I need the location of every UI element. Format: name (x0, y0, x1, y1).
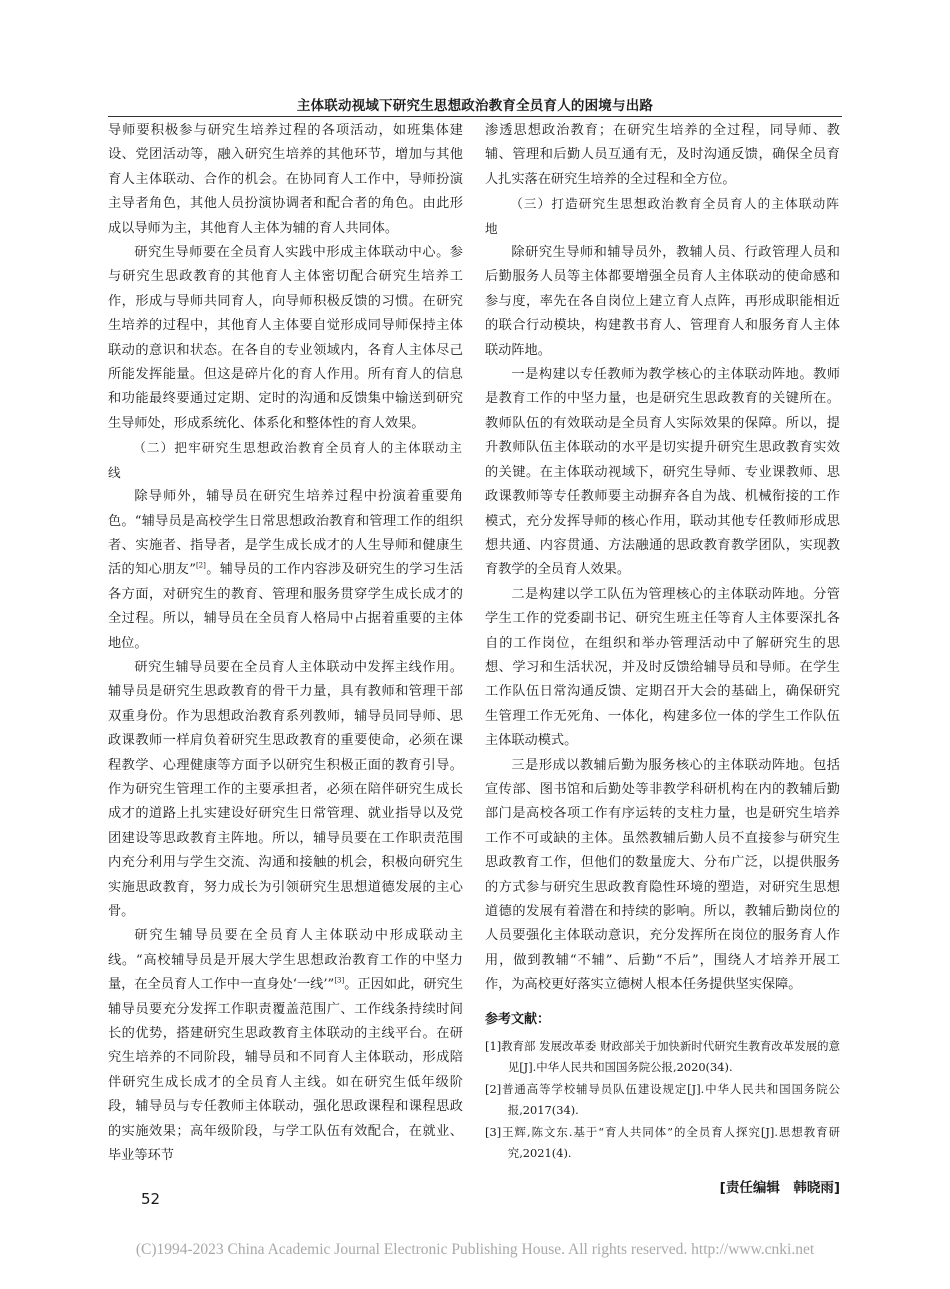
left-paragraph-5 (108, 924, 463, 1168)
left-paragraph-3-text-a: 除导师外，辅导员在研究生培养过程中扮演着重要角色。“辅导员是高校学生日常思想政治教育和管理工作的组织者、实施者、指导者，是学生成长成才的人生导师和健康生活的知心朋友” (108, 489, 463, 578)
left-paragraph-5-text-a: 研究生辅导员要在全员育人主体联动中形成联动主线。“高校辅导员是开展大学生思想政治教育工作的中坚力量，在全员育人工作中一直身处‘一线’” (108, 928, 463, 993)
citation-3: [3] (334, 976, 345, 985)
left-column (108, 119, 463, 1168)
reference-item: [3]王辉,陈文东.基于“育人共同体”的全员育人探究[J].思想教育研究,2021(4). (485, 1125, 840, 1161)
copyright-footer: (C)1994-2023 China Academic Journal Electronic Publishing House. All rights reserved. http://www.cnki.net (135, 1241, 815, 1258)
left-paragraph-3 (108, 485, 463, 656)
left-paragraph-3-text-b: 。辅导员的工作内容涉及研究生的学习生活各方面，对研究生的教育、管理和服务贯穿学生成长成才的全过程。所以，辅导员在全员育人格局中占据着重要的主体地位。 (108, 562, 464, 651)
right-paragraph-1: 渗透思想政治教育；在研究生培养的全过程，同导师、教辅、管理和后勤人员互通有无，及时沟通反馈，确保全员育人扎实落在研究生培养的全过程和全方位。 (485, 123, 840, 187)
page-title: 主体联动视域下研究生思想政治教育全员育人的困境与出路 (296, 98, 654, 114)
citation-2: [2] (195, 561, 206, 570)
reference-item: [2]普通高等学校辅导员队伍建设规定[J].中华人民共和国国务院公报,2017(34). (485, 1082, 840, 1118)
left-paragraph-4: 研究生辅导员要在全员育人主体联动中发挥主线作用。辅导员是研究生思政教育的骨干力量，具有教师和管理干部双重身份。作为思想政治教育系列教师，辅导员同导师、思政课教师一样肩负着研究生思政教育的重要使命，必须在课程教学、心理健康等方面予以研究生积极正面的教育引导。作为研究生管理工作的主要承担者，必须在陪伴研究生成长成才的道路上扎实建设好研究生日常管理、就业指导以及党团建设等思政教育主阵地。所以，辅导员要在工作职责范围内充分利用与学生交流、沟通和接触的机会，积极向研究生实施思政教育，努力成长为引领研究生思想道德发展的主心骨。 (108, 659, 463, 919)
right-paragraph-5: 三是形成以教辅后勤为服务核心的主体联动阵地。包括宣传部、图书馆和后勤处等非教学科研机构在内的教辅后勤部门是高校各项工作有序运转的支柱力量，也是研究生培养工作不可或缺的主体。虽然教辅后勤人员不直接参与研究生思政教育工作，但他们的数量庞大、分布广泛，以提供服务的方式参与研究生思政教育隐性环境的塑造，对研究生思想道德的发展有着潜在和持续的影响。所以，教辅后勤岗位的人员要强化主体联动意识，充分发挥所在岗位的服务育人作用，做到教辅“不辅”、后勤“不后”，围绕人才培养开展工作，为高校更好落实立德树人根本任务提供坚实保障。 (485, 757, 840, 993)
section-heading-3: （三）打造研究生思想政治教育全员育人的主体联动阵地 (485, 196, 840, 236)
references-title: 参考文献： (485, 1011, 551, 1027)
right-paragraph-3: 一是构建以专任教师为教学核心的主体联动阵地。教师是教育工作的中坚力量，也是研究生思政教育的关键所在。教师队伍的有效联动是全员育人实际效果的保障。所以，提升教师队伍主体联动的水平是切实提升研究生思政教育实效的关键。在主体联动视域下，研究生导师、专业课教师、思政课教师等专任教师要主动摒弃各自为战、机械衔接的工作模式，充分发挥导师的核心作用，联动其他专任教师形成思想共通、内容贯通、方法融通的思政教育教学团队，实现教育教学的全员育人效果。 (485, 367, 840, 578)
right-paragraph-4: 二是构建以学工队伍为管理核心的主体联动阵地。分管学生工作的党委副书记、研究生班主任等育人主体要深扎各自的工作岗位，在组织和举办管理活动中了解研究生的思想、学习和生活状况，并及时反馈给辅导员和导师。在学生工作队伍日常沟通反馈、定期召开大会的基础上，确保研究生管理工作无死角、一体化，构建多位一体的学生工作队伍主体联动模式。 (485, 586, 840, 749)
editor-credit: [责任编辑 韩晓雨] (719, 1180, 840, 1197)
right-column (485, 119, 840, 1200)
reference-item: [1]教育部 发展改革委 财政部关于加快新时代研究生教育改革发展的意见[J].中华人民共和国国务院公报,2020(34). (485, 1039, 840, 1075)
section-heading-2: （二）把牢研究生思想政治教育全员育人的主体联动主线 (108, 440, 463, 480)
right-paragraph-2: 除研究生导师和辅导员外，教辅人员、行政管理人员和后勤服务人员等主体都要增强全员育人主体联动的使命感和参与度，率先在各自岗位上建立育人点阵，再形成职能相近的联合行动模块，构建教书育人、管理育人和服务育人主体联动阵地。 (485, 245, 840, 358)
left-paragraph-2: 研究生导师要在全员育人实践中形成主体联动中心。参与研究生思政教育的其他育人主体密切配合研究生培养工作，形成与导师共同育人，向导师积极反馈的习惯。在研究生培养的过程中，其他育人主体要自觉形成同导师保持主体联动的意识和状态。在各自的专业领域内，各育人主体尽己所能发挥能量。但这是碎片化的育人作用。所有育人的信息和功能最终要通过定期、定时的沟通和反馈集中输送到研究生导师处，形成系统化、体系化和整体性的育人效果。 (108, 245, 463, 431)
left-paragraph-1: 导师要积极参与研究生培养过程的各项活动，如班集体建设、党团活动等，融入研究生培养的其他环节，增加与其他育人主体联动、合作的机会。在协同育人工作中，导师扮演主导者角色，其他人员扮演协调者和配合者的角色。由此形成以导师为主，其他育人主体为辅的育人共同体。 (108, 123, 463, 236)
left-paragraph-5-text-b: 。正因如此，研究生辅导员要充分发挥工作职责覆盖范围广、工作线条持续时间长的优势，搭建研究生思政教育主体联动的主线平台。在研究生培养的不同阶段，辅导员和不同育人主体联动，形成陪伴研究生成长成才的全员育人主线。如在研究生低年级阶段，辅导员与专任教师主体联动，强化思政课程和课程思政的实施效果；高年级阶段，与学工队伍有效配合，在就业、毕业等环节 (108, 977, 464, 1164)
header-divider (108, 116, 842, 117)
page-number: 52 (141, 1190, 161, 1208)
